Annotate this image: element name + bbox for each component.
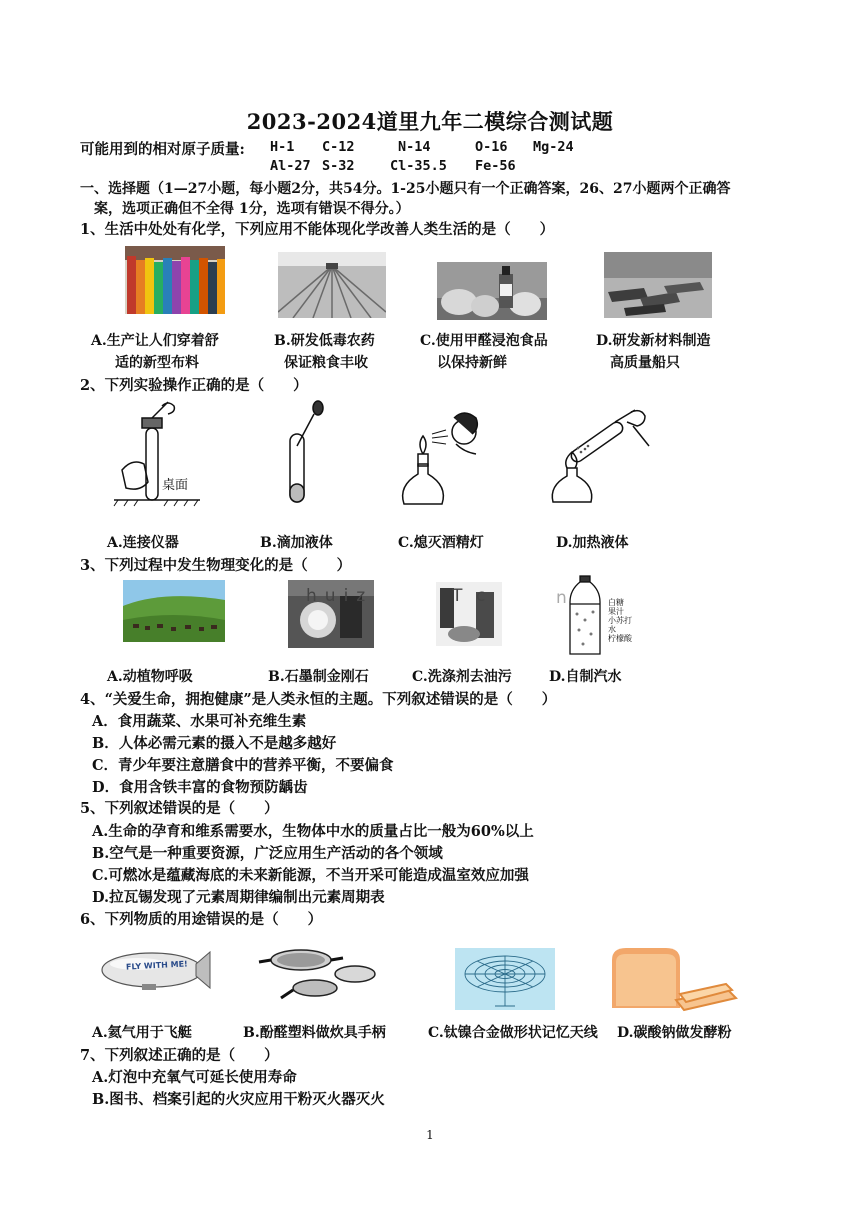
q2-dropper-drawing [278, 400, 328, 504]
q2-connect-apparatus-drawing [112, 398, 202, 508]
q1-option-c-line2: 以保持新鲜 [437, 355, 507, 371]
q2-extinguish-lamp-drawing [394, 404, 486, 510]
q1-option-b-line1: B.研发低毒农药 [274, 333, 375, 349]
q5-stem: 5、下列叙述错误的是（ ） [80, 800, 279, 817]
q3-watermark-letters: huiz [306, 586, 374, 606]
q2-desk-label: 桌面 [162, 478, 189, 493]
q1-formaldehyde-food-image [437, 262, 547, 320]
q2-option-d: D.加热液体 [556, 535, 629, 551]
q3-soda-bottle-drawing [565, 574, 605, 658]
q6-blimp-text: FLY WITH ME! [125, 959, 188, 972]
q2-option-c: C.熄灭酒精灯 [398, 535, 484, 551]
q6-bread-image [606, 944, 740, 1016]
page-title: 2023-2024道里九年二模综合测试题 [246, 109, 614, 134]
section1-instructions-line2: 案，选项正确但不全得 1分，选项有错误不得分。） [94, 201, 410, 217]
atomic-mass-mg: Mg-24 [533, 139, 574, 155]
atomic-mass-s: S-32 [322, 158, 355, 174]
q3-bottle-label-4: 水 [608, 625, 616, 634]
q2-stem: 2、下列实验操作正确的是（ ） [80, 377, 308, 394]
q4-stem: 4、“关爱生命，拥抱健康”是人类永恒的主题。下列叙述错误的是（ ） [80, 691, 557, 708]
q3-watermark-c: c [476, 586, 486, 606]
q5-option-b: B.空气是一种重要资源，广泛应用生产活动的各个领域 [92, 845, 443, 862]
q5-option-a: A.生命的孕育和维系需要水，生物体中水的质量占比一般为60%以上 [92, 823, 534, 840]
q3-option-a: A.动植物呼吸 [107, 669, 193, 685]
q1-fabric-image [125, 246, 225, 314]
atomic-mass-h: H-1 [270, 139, 295, 155]
q4-option-b: B．人体必需元素的摄入不是越多越好 [92, 735, 337, 752]
q6-cookware-image [257, 938, 381, 1002]
q1-option-b-line2: 保证粮食丰收 [284, 355, 368, 371]
q1-option-a-line2: 适的新型布料 [115, 355, 199, 371]
q1-option-d-line1: D.研发新材料制造 [596, 333, 711, 349]
atomic-mass-cl: Cl-35.5 [390, 158, 447, 174]
q1-stem: 1、生活中处处有化学，下列应用不能体现化学改善人类生活的是（ ） [80, 221, 555, 238]
q5-option-c: C.可燃冰是蕴藏海底的未来新能源，不当开采可能造成温室效应加强 [92, 867, 529, 884]
q2-option-a: A.连接仪器 [107, 535, 179, 551]
q1-option-a-line1: A.生产让人们穿着舒 [91, 333, 219, 349]
q6-stem: 6、下列物质的用途错误的是（ ） [80, 911, 323, 928]
q6-option-a: A.氦气用于飞艇 [92, 1025, 192, 1041]
q3-option-b: B.石墨制金刚石 [268, 669, 369, 685]
q3-detergent-image [436, 582, 502, 646]
q3-bottle-label-1: 白糖 [608, 598, 624, 607]
q3-option-c: C.洗涤剂去油污 [412, 669, 512, 685]
atomic-mass-fe: Fe-56 [475, 158, 516, 174]
atomic-mass-c: C-12 [322, 139, 355, 155]
atomic-mass-o: O-16 [475, 139, 508, 155]
atomic-mass-al: Al-27 [270, 158, 311, 174]
q3-bottle-label-5: 柠檬酸 [608, 634, 632, 643]
q3-watermark-t: T [452, 586, 463, 606]
q7-stem: 7、下列叙述正确的是（ ） [80, 1047, 279, 1064]
q3-bottle-label-2: 果汁 [608, 607, 624, 616]
q1-option-d-line2: 高质量船只 [610, 355, 680, 371]
q6-option-b: B.酚醛塑料做炊具手柄 [243, 1025, 386, 1041]
q3-bottle-label-3: 小苏打 [608, 616, 632, 625]
page-number: 1 [426, 1128, 434, 1142]
q1-farmland-image [278, 252, 386, 318]
q4-option-c: C．青少年要注意膳食中的营养平衡，不要偏食 [92, 757, 394, 774]
atomic-mass-n: N-14 [398, 139, 431, 155]
q5-option-d: D.拉瓦锡发现了元素周期律编制出元素周期表 [92, 889, 385, 906]
q6-blimp-image [98, 944, 214, 1000]
q6-antenna-image [455, 948, 555, 1010]
q7-option-a: A.灯泡中充氧气可延长使用寿命 [92, 1069, 297, 1086]
q6-option-d: D.碳酸钠做发酵粉 [617, 1025, 732, 1041]
q4-option-a: A．食用蔬菜、水果可补充维生素 [92, 713, 307, 730]
q2-option-b: B.滴加液体 [260, 535, 333, 551]
q4-option-d: D．食用含铁丰富的食物预防龋齿 [92, 779, 308, 796]
section1-instructions-line1: 一、选择题（1—27小题，每小题2分，共54分。1-25小题只有一个正确答案，26、27小题两个正确答 [80, 181, 731, 197]
q3-option-d: D.自制汽水 [549, 669, 622, 685]
q3-watermark-n: n [556, 588, 567, 608]
atomic-mass-label: 可能用到的相对原子质量: [80, 141, 245, 158]
q1-option-c-line1: C.使用甲醛浸泡食品 [420, 333, 548, 349]
q7-option-b: B.图书、档案引起的火灾应用干粉灭火器灭火 [92, 1091, 385, 1108]
q2-heating-liquid-drawing [545, 402, 655, 506]
q3-grassland-image [123, 580, 225, 642]
q1-ships-image [604, 252, 712, 318]
q3-stem: 3、下列过程中发生物理变化的是（ ） [80, 557, 352, 574]
q6-option-c: C.钛镍合金做形状记忆天线 [428, 1025, 598, 1041]
